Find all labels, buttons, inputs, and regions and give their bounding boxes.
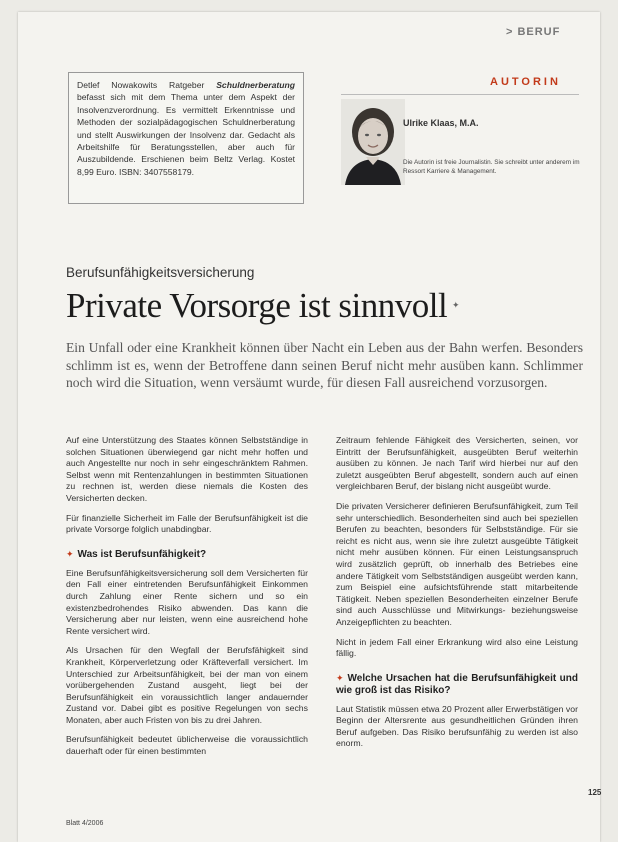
article-title: Private Vorsorge ist sinnvoll	[66, 286, 448, 325]
article-lead: Ein Unfall oder eine Krankheit können über Nacht ein Leben aus der Bahn werfen. Besonders schlimm ist es, wenn der Betroffene dann seinen Beruf nicht mehr ausüben kann. Schlimmer noch wird die Situation, wenn versäumt wurde, für diesen Fall ausreichend vorzusorgen.	[66, 340, 583, 391]
book-text-after: befasst sich mit dem Thema unter dem Aspekt der Insolvenzverordnung. Es vermittelt Erkenntnisse und Methoden der sozialpädagogischen Schuldnerberatung und stellt Auswirkungen der Insolvenz dar. Gedacht als Arbeitshilfe für Beratungsstellen, aber auch für Auszubildende. Erschienen beim Beltz Verlag. Kostet 8,99 Euro. ISBN: 3407558179.	[77, 92, 295, 177]
author-photo	[341, 99, 405, 185]
subheading-text: Welche Ursachen hat die Berufsunfähigkeit und wie groß ist das Risiko?	[336, 672, 578, 696]
author-description: Die Autorin ist freie Journalistin. Sie schreibt unter anderem im Ressort Karriere & Management.	[403, 159, 580, 175]
book-title: Schuldnerberatung	[216, 80, 295, 90]
subheading-text: Was ist Berufsunfähigkeit?	[77, 548, 207, 560]
article-column-right	[336, 435, 578, 758]
section-arrow: >	[506, 26, 514, 38]
author-name: Ulrike Klaas, M.A.	[403, 118, 479, 128]
article-column-left	[66, 435, 308, 766]
author-divider	[341, 94, 579, 95]
magazine-page	[18, 12, 600, 842]
paragraph: Eine Berufsunfähigkeitsversicherung soll dem Versicherten für den Fall einer eintretenden Berufsunfähigkeit Einkommen durch Zahlung einer Rente sichern und so ein existenzbedrohendes Risiko abwenden. Das kann die Versicherung aber nur leisten, wenn eine ausreichend hohe Rente versichert wird.	[66, 567, 308, 636]
book-text-before: Detlef Nowakowits Ratgeber	[77, 80, 205, 90]
paragraph: Auf eine Unterstützung des Staates können Selbstständige in solchen Situationen überwiegend gar nicht mehr hoffen und auch Angestellte nur noch in sehr eingeschränktem Rahmen. Selbst wenn mit Rentenzahlungen in bestimmten Situationen zu rechnen ist, werden diese niemals die Kosten des Versicherten decken.	[66, 435, 308, 503]
star-bullet-icon: ✦	[336, 672, 344, 683]
issue-footer: Blatt 4/2006	[66, 820, 104, 827]
paragraph: Berufsunfähigkeit bedeutet üblicherweise die voraussichtlich dauerhaft oder für einen bestimmten	[66, 734, 308, 757]
section-label: BERUF	[517, 26, 561, 38]
star-bullet-icon: ✦	[66, 548, 74, 559]
page-number: 125	[588, 788, 602, 797]
paragraph: Für finanzielle Sicherheit im Falle der Berufsunfähigkeit ist die private Vorsorge folglich unabdingbar.	[66, 512, 308, 535]
article-kicker: Berufsunfähigkeitsversicherung	[66, 265, 255, 280]
paragraph: Nicht in jedem Fall einer Erkrankung wird also eine Leistung fällig.	[336, 636, 578, 659]
subheading	[66, 548, 308, 561]
section-tag	[506, 26, 560, 38]
paragraph: Zeitraum fehlende Fähigkeit des Versicherten, seinen, vor Eintritt der Berufsunfähigkeit, ausgeübten Beruf weiterhin ausüben zu können. Je nach Tarif wird hierbei nur auf den zuletzt ausgeübten Beruf abgestellt, sondern auch auf einen vergleichbaren Beruf, der bislang nicht ausgeübt wurde.	[336, 435, 578, 492]
subheading	[336, 672, 578, 697]
paragraph: Als Ursachen für den Wegfall der Berufsfähigkeit sind Krankheit, Körperverletzung oder Kräfteverfall versichert. Im Unterschied zur Arbeitsunfähigkeit, bei der man von einem vorübergehenden Zustand ausgeht, liegt bei der Berufsunfähigkeit ein voraussichtlich langer andauernder Zustand vor. Dabei gibt es positive Regelungen von sechs Monaten, aber auch Fristen von bis zu drei Jahren.	[66, 645, 308, 725]
decorative-mark-icon: ✦	[452, 300, 460, 310]
author-label: AUTORIN	[490, 76, 561, 88]
book-tip-box	[68, 72, 304, 204]
paragraph: Laut Statistik müssen etwa 20 Prozent aller Erwerbstätigen vor Beginn der Altersrente aus gesundheitlichen Gründen ihren Beruf aufgeben. Das Risiko berufsunfähig zu werden ist also enorm.	[336, 703, 578, 749]
paragraph: Die privaten Versicherer definieren Berufsunfähigkeit, zum Teil sehr unterschiedlich. Besonderheiten sind auch bei speziellen Berufen zu beachten, besonders für Selbstständige. Für sie reicht es nicht aus, wenn sie ihre zuletzt ausgeübte Tätigkeit nicht mehr ausüben können. Für einen Leistungsanspruch wird zusätzlich geprüft, ob innerhalb des Betriebes eine andere Tätigkeit vom Selbstständigen ausgeübt werden kann, zum Beispiel eine aufsichtsführende statt mitarbeitende Tätigkeit. Neben speziellen Besonderheiten einzelner Berufe sind auch Ausschlüsse und Mitwirkungs- beziehungsweise Anzeigepflichten zu beachten.	[336, 500, 578, 627]
